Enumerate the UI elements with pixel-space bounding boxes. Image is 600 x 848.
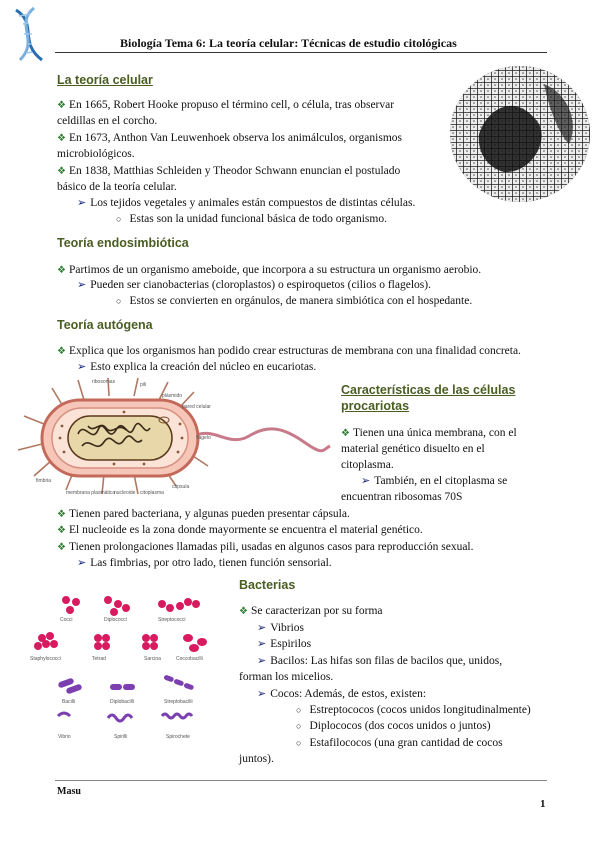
circle-item-estafilococos-cont: juntos). bbox=[239, 753, 274, 765]
bullet-leuwenhoek-cont: microbiológicos. bbox=[57, 148, 135, 160]
diamond-bullet-icon: ❖ bbox=[239, 606, 248, 617]
bullet-membrana-unica: ❖ Tienen una única membrana, con el bbox=[341, 427, 517, 439]
label-diplobacilli: Diplobacilli bbox=[110, 699, 134, 705]
circle-item-organulos: ○ Estos se convierten en orgánulos, de manera simbiótica con el hospedante. bbox=[116, 295, 473, 307]
arrow-item-cianobacterias: ➢ Pueden ser cianobacterias (cloroplastos) o espiroquetos (cilios o flagelos). bbox=[77, 279, 431, 291]
diamond-bullet-icon: ❖ bbox=[57, 100, 66, 111]
bullet-hooke-cont: celdillas en el corcho. bbox=[57, 115, 158, 127]
diamond-bullet-icon: ❖ bbox=[57, 509, 66, 520]
circle-item-estafilococos: ○ Estafilococos (una gran cantidad de cocos bbox=[296, 737, 503, 749]
section-title-autogena: Teoría autógena bbox=[57, 318, 153, 332]
arrow-item-nucleo: ➢ Esto explica la creación del núcleo en eucariotas. bbox=[77, 361, 317, 373]
circle-item-unidad: ○ Estas son la unidad funcional básica de todo organismo. bbox=[116, 213, 387, 225]
section-title-bacterias: Bacterias bbox=[239, 578, 296, 592]
label-spirilli: Spirilli bbox=[114, 734, 128, 740]
bullet-ameboide: ❖ Partimos de un organismo ameboide, que incorpora a su estructura un organismo aerobio. bbox=[57, 264, 482, 276]
label-streptobacilli: Streptobacilli bbox=[164, 699, 193, 705]
label-ribosomas: ribosomas bbox=[92, 379, 116, 385]
circle-bullet-icon: ○ bbox=[116, 214, 122, 224]
diamond-bullet-icon: ❖ bbox=[57, 133, 66, 144]
label-membrana-plasmatica: membrana plasmática bbox=[66, 490, 116, 496]
label-coccobacilli: Coccobacilli bbox=[176, 656, 203, 662]
label-vibrio: Vibrio bbox=[58, 734, 71, 740]
label-plasmido: plásmido bbox=[162, 393, 183, 399]
diamond-bullet-icon: ❖ bbox=[57, 542, 66, 553]
bullet-forma: ❖ Se caracterizan por su forma bbox=[239, 605, 383, 617]
section-title-procariotas-l2: procariotas bbox=[341, 399, 410, 413]
section-title-endosimbiotica: Teoría endosimbiótica bbox=[57, 236, 189, 250]
arrow-bullet-icon: ➢ bbox=[257, 638, 267, 650]
arrow-item-vibrios: ➢ Vibrios bbox=[257, 622, 305, 634]
page-number: 1 bbox=[540, 798, 546, 810]
arrow-bullet-icon: ➢ bbox=[257, 655, 267, 667]
arrow-item-tejidos: ➢ Los tejidos vegetales y animales están compuestos de distintas células. bbox=[77, 197, 416, 209]
diamond-bullet-icon: ❖ bbox=[341, 428, 350, 439]
footer-divider bbox=[55, 780, 547, 781]
footer-author: Masu bbox=[57, 786, 81, 797]
flagellum bbox=[194, 429, 330, 451]
arrow-bullet-icon: ➢ bbox=[77, 197, 87, 209]
label-staphylococci: Staphylococci bbox=[30, 656, 61, 662]
arrow-bullet-icon: ➢ bbox=[77, 361, 87, 373]
page-header-title: Biología Tema 6: La teoría celular: Técnicas de estudio citológicas bbox=[120, 36, 457, 50]
label-fimbria: fimbria bbox=[36, 478, 52, 484]
bullet-pared: ❖ Tienen pared bacteriana, y algunas pueden presentar cápsula. bbox=[57, 508, 350, 520]
arrow-item-bacilos: ➢ Bacilos: Las hifas son filas de bacilos que, unidos, bbox=[257, 655, 503, 667]
arrow-item-fimbrias: ➢ Las fimbrias, por otro lado, tienen función sensorial. bbox=[77, 557, 332, 569]
arrow-item-espirilos: ➢ Espirilos bbox=[257, 638, 312, 650]
circle-item-estreptococos: ○ Estreptococos (cocos unidos longitudinalmente) bbox=[296, 704, 531, 716]
label-citoplasma: citoplasma bbox=[140, 490, 164, 496]
bullet-leuwenhoek: ❖ En 1673, Anthon Van Leuwenhoek observa los animálculos, organismos bbox=[57, 132, 402, 144]
bullet-nucleoide: ❖ El nucleoide es la zona donde mayormente se encuentra el material genético. bbox=[57, 524, 423, 536]
circle-bullet-icon: ○ bbox=[116, 296, 122, 306]
arrow-bullet-icon: ➢ bbox=[257, 622, 267, 634]
label-nucleoide: nucleoide bbox=[114, 490, 136, 496]
arrow-item-bacilos-cont: forman los micelios. bbox=[239, 671, 334, 683]
bullet-hooke: ❖ En 1665, Robert Hooke propuso el término cell, o célula, tras observar bbox=[57, 99, 395, 111]
cork-cells-micrograph bbox=[449, 64, 591, 204]
arrow-item-cocos: ➢ Cocos: Además, de estos, existen: bbox=[257, 688, 427, 700]
label-spirochete: Spirochete bbox=[166, 734, 190, 740]
dna-logo-icon bbox=[8, 6, 60, 64]
header-divider bbox=[55, 52, 547, 53]
section-title-procariotas-l1: Características de las células bbox=[341, 383, 516, 397]
diamond-bullet-icon: ❖ bbox=[57, 265, 66, 276]
label-pili: pili bbox=[140, 382, 147, 388]
bullet-membrana-unica-cont1: material genético disuelto en el bbox=[341, 443, 485, 455]
arrow-bullet-icon: ➢ bbox=[77, 557, 87, 569]
bullet-membrana: ❖ Explica que los organismos han podido crear estructuras de membrana con una finalidad concreta. bbox=[57, 345, 521, 357]
label-flagelo: flagelo bbox=[196, 435, 211, 441]
section-title-teoria-celular: La teoría celular bbox=[57, 73, 153, 87]
label-tetrad: Tetrad bbox=[92, 656, 106, 662]
label-capsula: cápsula bbox=[172, 484, 190, 490]
circle-item-diplococos: ○ Diplococos (dos cocos unidos o juntos) bbox=[296, 720, 491, 732]
arrow-bullet-icon: ➢ bbox=[77, 279, 87, 291]
bullet-pili: ❖ Tienen prolongaciones llamadas pili, usadas en algunos casos para reproducción sexual. bbox=[57, 541, 474, 553]
bullet-schleiden: ❖ En 1838, Matthias Schleiden y Theodor Schwann enuncian el postulado bbox=[57, 165, 401, 177]
arrow-bullet-icon: ➢ bbox=[257, 688, 267, 700]
label-cocci: Cocci bbox=[60, 617, 73, 623]
arrow-bullet-icon: ➢ bbox=[361, 475, 371, 487]
diamond-bullet-icon: ❖ bbox=[57, 166, 66, 177]
label-streptococci: Streptococci bbox=[158, 617, 186, 623]
diamond-bullet-icon: ❖ bbox=[57, 525, 66, 536]
diamond-bullet-icon: ❖ bbox=[57, 346, 66, 357]
circle-bullet-icon: ○ bbox=[296, 721, 302, 731]
label-bacilli: Bacilli bbox=[62, 699, 76, 705]
arrow-item-ribosomas: ➢ También, en el citoplasma se bbox=[361, 475, 508, 487]
arrow-item-ribosomas-cont: encuentran ribosomas 70S bbox=[341, 491, 463, 503]
bullet-schleiden-cont: básico de la teoría celular. bbox=[57, 181, 177, 193]
label-sarcina: Sarcina bbox=[144, 656, 161, 662]
nucleoid-region bbox=[68, 416, 172, 460]
bullet-membrana-unica-cont2: citoplasma. bbox=[341, 459, 394, 471]
circle-bullet-icon: ○ bbox=[296, 738, 302, 748]
label-diplococci: Diplococci bbox=[104, 617, 127, 623]
circle-bullet-icon: ○ bbox=[296, 705, 302, 715]
label-pared-celular: pared celular bbox=[182, 404, 211, 410]
